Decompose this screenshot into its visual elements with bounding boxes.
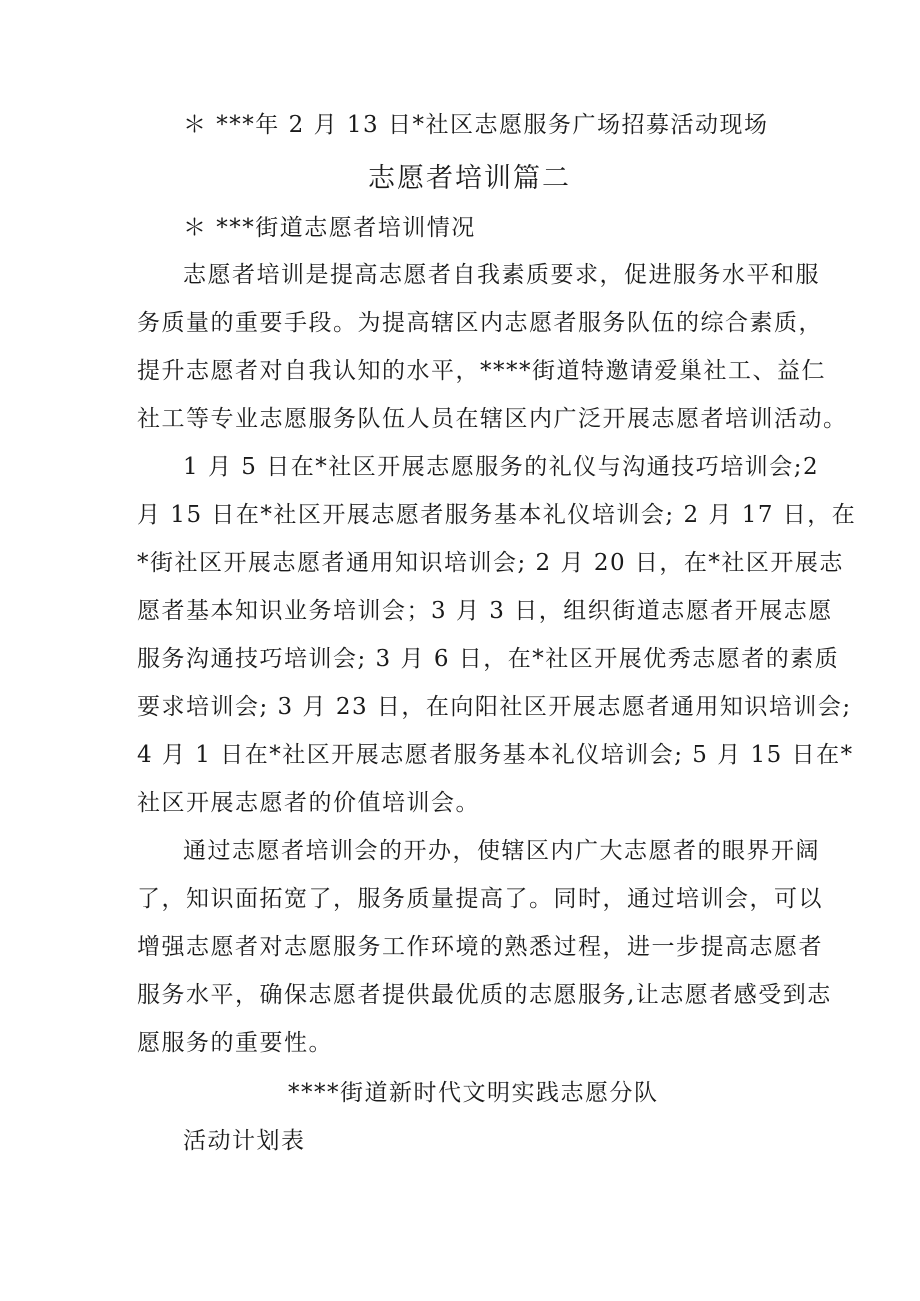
paragraph-line: 愿服务的重要性。: [137, 1030, 333, 1056]
paragraph-line: 志愿者培训是提高志愿者自我素质要求，促进服务水平和服: [183, 262, 820, 288]
paragraph-line: 愿者基本知识业务培训会；3 月 3 日，组织街道志愿者开展志愿: [137, 598, 833, 624]
paragraph-line: 务质量的重要手段。为提高辖区内志愿者服务队伍的综合素质，: [137, 310, 823, 336]
photo-caption: ＊ ***年 2 月 13 日*社区志愿服务广场招募活动现场: [183, 112, 769, 138]
paragraph-line: 通过志愿者培训会的开办，使辖区内广大志愿者的眼界开阔: [183, 838, 820, 864]
paragraph-line: *街社区开展志愿者通用知识培训会; 2 月 20 日，在*社区开展志: [137, 550, 844, 576]
paragraph-line: 了，知识面拓宽了，服务质量提高了。同时，通过培训会，可以: [137, 886, 823, 912]
paragraph-line: 增强志愿者对志愿服务工作环境的熟悉过程，进一步提高志愿者: [137, 934, 823, 960]
paragraph-line: 1 月 5 日在*社区开展志愿服务的礼仪与沟通技巧培训会;2: [183, 454, 820, 480]
section-title: 志愿者培训篇二: [368, 163, 571, 194]
paragraph-line: 4 月 1 日在*社区开展志愿者服务基本礼仪培训会; 5 月 15 日在*: [137, 742, 854, 768]
paragraph-line: 要求培训会; 3 月 23 日，在向阳社区开展志愿者通用知识培训会;: [137, 694, 852, 720]
table-title: 活动计划表: [183, 1128, 306, 1154]
subheading: ＊ ***街道志愿者培训情况: [183, 215, 476, 241]
paragraph-line: 服务沟通技巧培训会; 3 月 6 日，在*社区开展优秀志愿者的素质: [137, 646, 840, 672]
paragraph-line: 月 15 日在*社区开展志愿者服务基本礼仪培训会; 2 月 17 日，在: [137, 502, 857, 528]
paragraph-line: 社工等专业志愿服务队伍人员在辖区内广泛开展志愿者培训活动。: [137, 406, 848, 432]
paragraph-line: 社区开展志愿者的价值培训会。: [137, 790, 480, 816]
org-heading: ****街道新时代文明实践志愿分队: [288, 1080, 659, 1106]
paragraph-line: 服务水平，确保志愿者提供最优质的志愿服务,让志愿者感受到志: [137, 982, 832, 1008]
paragraph-line: 提升志愿者对自我认知的水平，****街道特邀请爱巢社工、益仁: [137, 358, 826, 384]
